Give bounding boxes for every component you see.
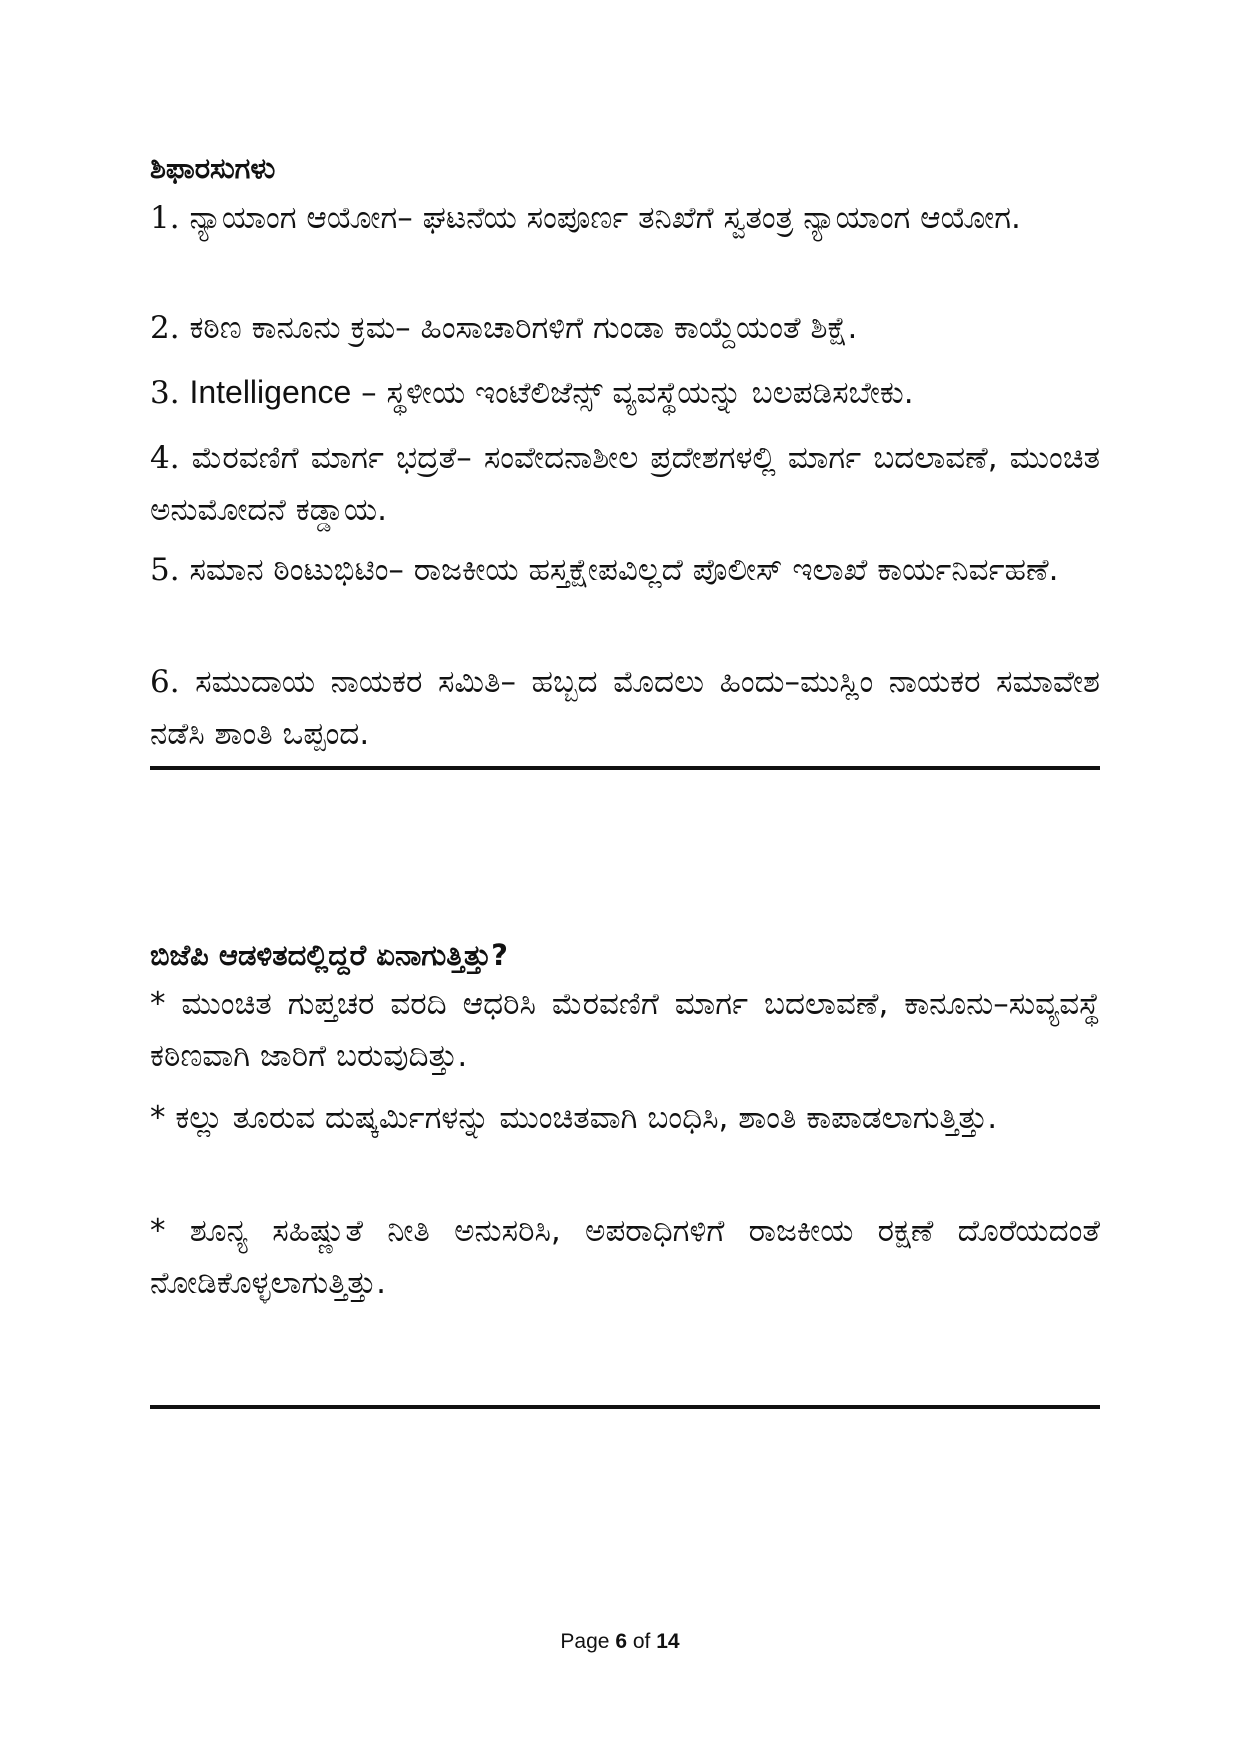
item-lead-english: Intelligence [189, 374, 352, 410]
item-text: ಸಮುದಾಯ ನಾಯಕರ ಸಮಿತಿ– ಹಬ್ಬದ ಮೊದಲು ಹಿಂದು–ಮುಸ್ಲಿಂ ನಾಯಕರ ಸಮಾವೇಶ ನಡೆಸಿ ಶಾಂತಿ ಒಪ್ಪಂದ. [150, 664, 1100, 752]
bullet-item-1: * ಮುಂಚಿತ ಗುಪ್ತಚರ ವರದಿ ಆಧರಿಸಿ ಮೆರವಣಿಗೆ ಮಾರ್ಗ ಬದಲಾವಣೆ, ಕಾನೂನು–ಸುವ್ಯವಸ್ಥೆ ಕಠಿಣವಾಗಿ ಜಾರಿಗೆ ಬರುವುದಿತ್ತು. [150, 986, 1100, 1074]
current-page-number: 6 [615, 1630, 627, 1653]
bullet-item-2: * ಕಲ್ಲು ತೂರುವ ದುಷ್ಕರ್ಮಿಗಳನ್ನು ಮುಂಚಿತವಾಗಿ ಬಂಧಿಸಿ, ಶಾಂತಿ ಕಾಪಾಡಲಾಗುತ್ತಿತ್ತು. [150, 1100, 998, 1136]
bullet-item-3: * ಶೂನ್ಯ ಸಹಿಷ್ಣುತೆ ನೀತಿ ಅನುಸರಿಸಿ, ಅಪರಾಧಿಗಳಿಗೆ ರಾಜಕೀಯ ರಕ್ಷಣೆ ದೊರೆಯದಂತೆ ನೋಡಿಕೊಳ್ಳಲಾಗುತ್ತಿತ್ತು. [150, 1213, 1100, 1301]
item-text: ನ್ಯಾಯಾಂಗ ಆಯೋಗ– ಘಟನೆಯ ಸಂಪೂರ್ಣ ತನಿಖೆಗೆ ಸ್ವತಂತ್ರ ನ್ಯಾಯಾಂಗ ಆಯೋಗ. [189, 200, 1021, 236]
section-heading-recommendations: ಶಿಫಾರಸುಗಳು [150, 151, 276, 185]
item-text: ಮೆರವಣಿಗೆ ಮಾರ್ಗ ಭದ್ರತೆ– ಸಂವೇದನಾಶೀಲ ಪ್ರದೇಶಗಳಲ್ಲಿ ಮಾರ್ಗ ಬದಲಾವಣೆ, ಮುಂಚಿತ ಅನುಮೋದನೆ ಕಡ್ಡಾಯ. [150, 440, 1101, 528]
section-divider [150, 1405, 1100, 1409]
item-text: ಕಠಿಣ ಕಾನೂನು ಕ್ರಮ– ಹಿಂಸಾಚಾರಿಗಳಿಗೆ ಗುಂಡಾ ಕಾಯ್ದೆಯಂತೆ ಶಿಕ್ಷೆ. [189, 310, 858, 346]
section-heading-bjp-rule: ಬಿಜೆಪಿ ಆಡಳಿತದಲ್ಲಿದ್ದರೆ ಏನಾಗುತ್ತಿತ್ತು? [150, 938, 508, 972]
page-of-label: of [632, 1630, 651, 1653]
recommendation-item-4 [150, 432, 1100, 536]
recommendation-item-3 [150, 366, 1100, 419]
item-text: – ಸ್ಥಳೀಯ ಇಂಟೆಲಿಜೆನ್ಸ್ ವ್ಯವಸ್ಥೆಯನ್ನು ಬಲಪಡಿಸಬೇಕು. [351, 375, 914, 411]
item-number: 3. [150, 375, 180, 411]
item-text: ಸಮಾನ ಠಿಂಟುಭಿಟಿಂ– ರಾಜಕೀಯ ಹಸ್ತಕ್ಷೇಪವಿಲ್ಲದೆ ಪೊಲೀಸ್ ಇಲಾಖೆ ಕಾರ್ಯನಿರ್ವಹಣೆ. [189, 552, 1059, 588]
recommendation-item-1 [150, 192, 1100, 244]
total-page-count: 14 [656, 1630, 680, 1653]
recommendation-item-6 [150, 656, 1100, 760]
item-number: 1. [150, 200, 180, 236]
recommendation-item-5 [150, 544, 1100, 596]
page-footer [0, 1630, 1240, 1654]
item-number: 4. [150, 440, 180, 476]
recommendation-item-2 [150, 302, 1100, 354]
item-number: 5. [150, 552, 180, 588]
page-label: Page [560, 1630, 610, 1653]
item-number: 6. [150, 664, 180, 700]
item-number: 2. [150, 310, 180, 346]
section-divider [150, 766, 1100, 770]
